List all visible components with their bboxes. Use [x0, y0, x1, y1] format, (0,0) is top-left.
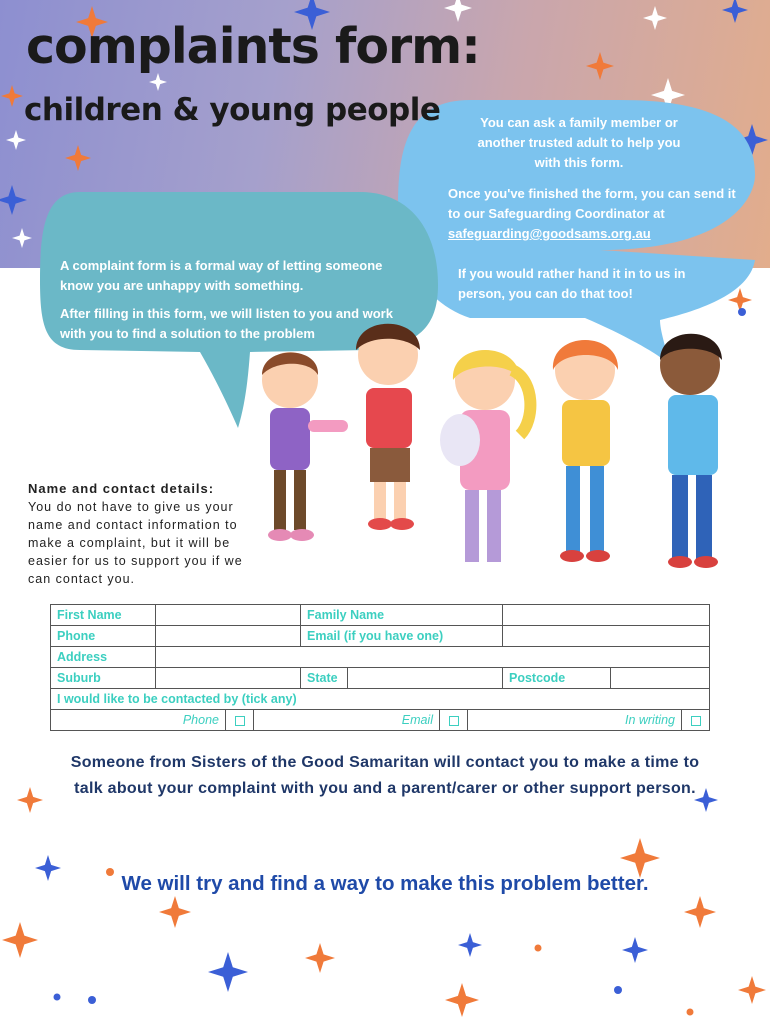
follow-up-text: Someone from Sisters of the Good Samaritan will contact you to make a time to talk about your complaint with you and a parent/carer or other support person. [70, 754, 700, 797]
address-label: Address [51, 647, 156, 668]
checkbox-icon [235, 716, 245, 726]
postcode-field[interactable] [611, 668, 710, 689]
contact-explanation: You do not have to give us your name and contact information to make a complaint, but it will be easier for us to support you if we can contact you. [28, 500, 243, 586]
family-name-field[interactable] [503, 605, 710, 626]
send-form-sentence: Once you've finished the form, you can send it to our Safeguarding Coordinator at [448, 186, 736, 221]
complaint-definition-text: A complaint form is a formal way of letting someone know you are unhappy with something. [60, 258, 383, 293]
send-form-text [448, 184, 740, 244]
contact-options-table [50, 709, 710, 731]
family-name-label: Family Name [301, 605, 503, 626]
table-row [51, 647, 710, 668]
family-help-text: You can ask a family member or another trusted adult to help you with this form. [477, 115, 681, 170]
state-field[interactable] [348, 668, 503, 689]
phone-label: Phone [51, 626, 156, 647]
phone-field[interactable] [156, 626, 301, 647]
checkbox-icon [691, 716, 701, 726]
table-row [51, 689, 710, 710]
checkbox-icon [449, 716, 459, 726]
suburb-label: Suburb [51, 668, 156, 689]
table-row [51, 710, 710, 731]
postcode-label: Postcode [503, 668, 611, 689]
tagline: We will try and find a way to make this problem better. [121, 872, 649, 895]
state-label: State [301, 668, 348, 689]
address-field[interactable] [156, 647, 710, 668]
contact-form-table [50, 604, 710, 710]
page-subtitle: children & young people [24, 92, 441, 128]
email-label: Email (if you have one) [301, 626, 503, 647]
first-name-field[interactable] [156, 605, 301, 626]
table-row [51, 626, 710, 647]
suburb-field[interactable] [156, 668, 301, 689]
page-title: complaints form: [26, 18, 480, 75]
table-row [51, 668, 710, 689]
phone-option-label: Phone [51, 710, 226, 731]
phone-checkbox[interactable] [226, 710, 254, 731]
first-name-label: First Name [51, 605, 156, 626]
safeguarding-email-link[interactable]: safeguarding@goodsams.org.au [448, 226, 651, 241]
contact-preference-label: I would like to be contacted by (tick any) [51, 689, 710, 710]
contact-intro [28, 480, 263, 588]
email-option-label: Email [254, 710, 440, 731]
listen-text: After filling in this form, we will listen to you and work with you to find a solution to the problem [60, 306, 393, 341]
email-field[interactable] [503, 626, 710, 647]
contact-heading: Name and contact details: [28, 481, 215, 496]
writing-option-label: In writing [468, 710, 682, 731]
email-checkbox[interactable] [440, 710, 468, 731]
hand-in-text: If you would rather hand it in to us in person, you can do that too! [458, 266, 686, 301]
table-row [51, 605, 710, 626]
writing-checkbox[interactable] [682, 710, 710, 731]
children-illustration [250, 310, 750, 580]
